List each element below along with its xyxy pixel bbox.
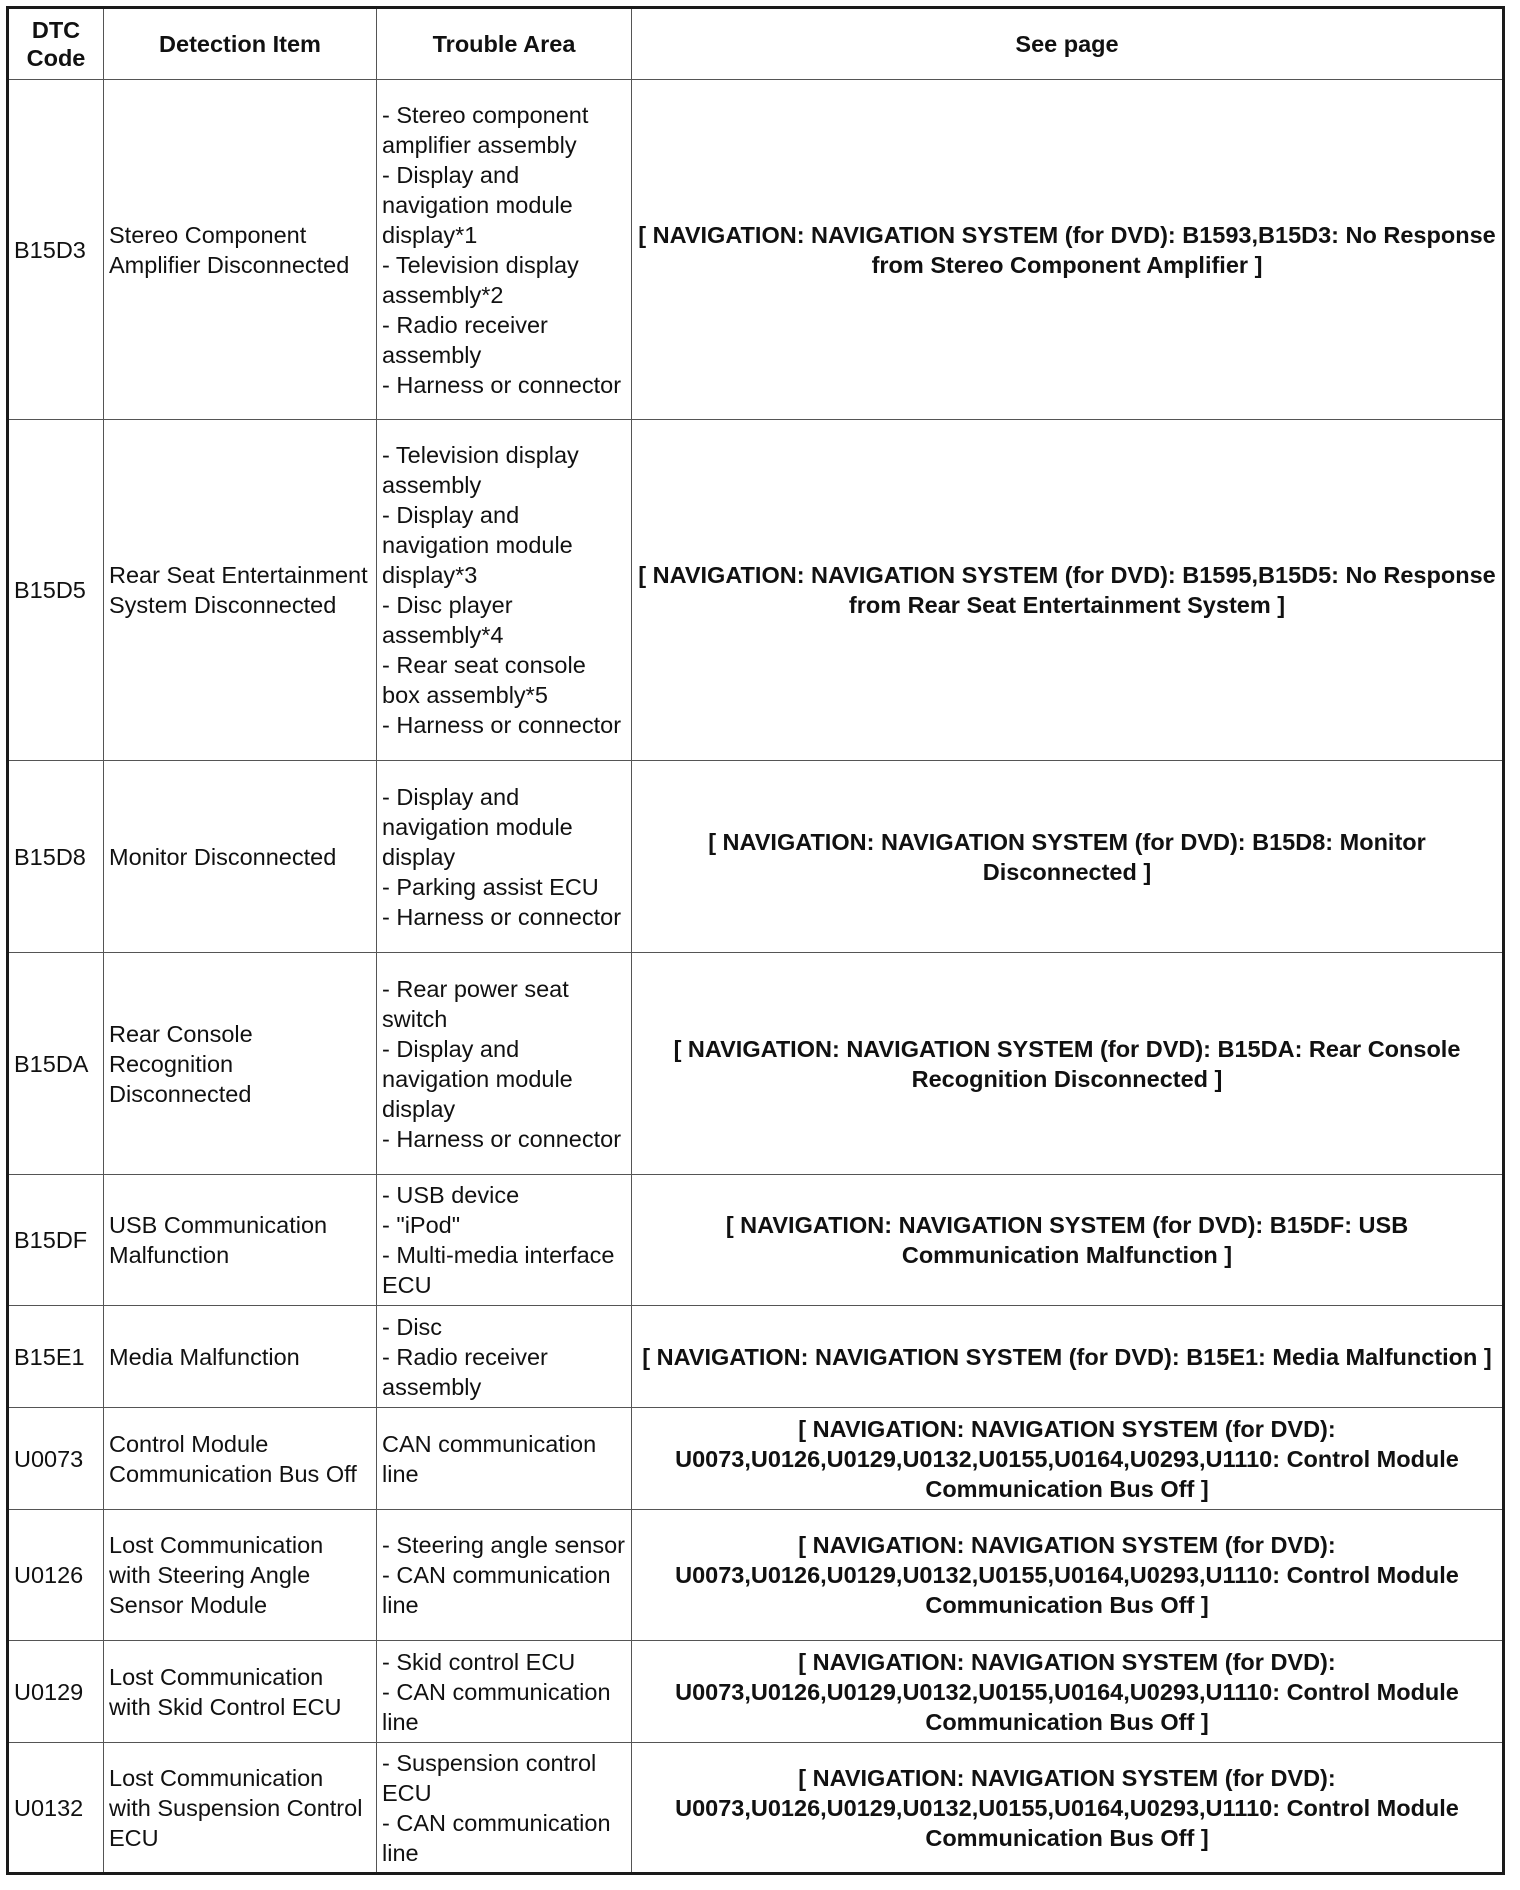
detection-item-cell: Rear Console Recognition Disconnected — [104, 953, 377, 1175]
trouble-area-line: - Parking assist ECU — [382, 873, 599, 900]
trouble-area-line: - Harness or connector — [382, 371, 622, 398]
trouble-area-line: - Display and navigation module display*1 — [382, 161, 573, 248]
detection-item-cell: Lost Communication with Skid Control ECU — [104, 1641, 377, 1743]
trouble-area-line: - Stereo component amplifier assembly — [382, 101, 589, 158]
trouble-area-line: - CAN communication line — [382, 1562, 611, 1618]
trouble-area-line: - Disc player assembly*4 — [382, 592, 513, 648]
trouble-area-cell — [377, 1408, 632, 1510]
detection-item-cell: Lost Communication with Steering Angle Sensor Module — [104, 1510, 377, 1641]
trouble-area-line: - Radio receiver assembly — [382, 311, 548, 368]
trouble-area-line: - Steering angle sensor — [382, 1532, 625, 1558]
trouble-area-cell — [377, 1175, 632, 1306]
trouble-area-cell — [377, 1306, 632, 1408]
table-body — [8, 80, 1504, 1874]
trouble-area-line: - Skid control ECU — [382, 1648, 576, 1675]
trouble-area-line: - CAN communication line — [382, 1678, 611, 1735]
trouble-area-cell — [377, 1743, 632, 1874]
trouble-area-line: - Rear power seat switch — [382, 975, 569, 1032]
see-page-link[interactable]: [ NAVIGATION: NAVIGATION SYSTEM (for DVD): B15DA: Rear Console Recognition Disconnected ] — [632, 953, 1504, 1175]
dtc-table-sheet — [6, 6, 1502, 1875]
table-row — [8, 953, 1504, 1175]
trouble-area-cell — [377, 420, 632, 761]
dtc-code-cell: B15D5 — [8, 420, 104, 761]
trouble-area-line: - Harness or connector — [382, 1125, 622, 1152]
detection-item-cell: Media Malfunction — [104, 1306, 377, 1408]
trouble-area-line: - Display and navigation module display — [382, 1035, 573, 1122]
detection-item-cell: Stereo Component Amplifier Disconnected — [104, 80, 377, 420]
detection-item-cell: USB Communication Malfunction — [104, 1175, 377, 1306]
trouble-area-line: - Radio receiver assembly — [382, 1343, 548, 1400]
header-see-page: See page — [632, 8, 1504, 80]
trouble-area-line: - Television display assembly*2 — [382, 251, 579, 308]
see-page-link[interactable]: [ NAVIGATION: NAVIGATION SYSTEM (for DVD): U0073,U0126,U0129,U0132,U0155,U0164,U0293,U1110: Control Module Communication Bus Off ] — [632, 1408, 1504, 1510]
dtc-code-cell: B15DA — [8, 953, 104, 1175]
dtc-code-cell: B15DF — [8, 1175, 104, 1306]
detection-item-cell: Lost Communication with Suspension Control ECU — [104, 1743, 377, 1874]
see-page-link[interactable]: [ NAVIGATION: NAVIGATION SYSTEM (for DVD): U0073,U0126,U0129,U0132,U0155,U0164,U0293,U1110: Control Module Communication Bus Off ] — [632, 1641, 1504, 1743]
trouble-area-line: - Multi-media interface ECU — [382, 1242, 615, 1298]
table-row — [8, 761, 1504, 953]
trouble-area-cell — [377, 80, 632, 420]
dtc-code-cell: B15D3 — [8, 80, 104, 420]
trouble-area-line: - Display and navigation module display*3 — [382, 502, 573, 588]
table-row — [8, 1743, 1504, 1874]
trouble-area-line: - Disc — [382, 1313, 443, 1340]
trouble-area-line: - Television display assembly — [382, 442, 579, 498]
detection-item-cell: Monitor Disconnected — [104, 761, 377, 953]
see-page-link[interactable]: [ NAVIGATION: NAVIGATION SYSTEM (for DVD): B15DF: USB Communication Malfunction ] — [632, 1175, 1504, 1306]
see-page-link[interactable]: [ NAVIGATION: NAVIGATION SYSTEM (for DVD): U0073,U0126,U0129,U0132,U0155,U0164,U0293,U1110: Control Module Communication Bus Off ] — [632, 1743, 1504, 1874]
dtc-table — [6, 6, 1505, 1875]
trouble-area-line: - "iPod" — [382, 1212, 461, 1238]
dtc-code-cell: U0129 — [8, 1641, 104, 1743]
trouble-area-line: - Harness or connector — [382, 903, 622, 930]
dtc-code-cell: B15D8 — [8, 761, 104, 953]
trouble-area-cell — [377, 953, 632, 1175]
trouble-area-line: - Harness or connector — [382, 712, 622, 738]
table-row — [8, 80, 1504, 420]
header-dtc-code: DTC Code — [8, 8, 104, 80]
table-row — [8, 1510, 1504, 1641]
header-detection-item: Detection Item — [104, 8, 377, 80]
see-page-link[interactable]: [ NAVIGATION: NAVIGATION SYSTEM (for DVD): B1593,B15D3: No Response from Stereo Component Amplifier ] — [632, 80, 1504, 420]
table-row — [8, 1408, 1504, 1510]
trouble-area-line: CAN communication line — [382, 1430, 597, 1487]
table-row — [8, 1175, 1504, 1306]
trouble-area-cell — [377, 761, 632, 953]
trouble-area-line: - CAN communication line — [382, 1809, 611, 1866]
table-header-row — [8, 8, 1504, 80]
see-page-link[interactable]: [ NAVIGATION: NAVIGATION SYSTEM (for DVD): B1595,B15D5: No Response from Rear Seat Entertainment System ] — [632, 420, 1504, 761]
trouble-area-cell — [377, 1510, 632, 1641]
trouble-area-line: - Rear seat console box assembly*5 — [382, 652, 586, 708]
table-row — [8, 1641, 1504, 1743]
dtc-code-cell: U0126 — [8, 1510, 104, 1641]
trouble-area-line: - Display and navigation module display — [382, 783, 573, 870]
trouble-area-line: - USB device — [382, 1182, 520, 1208]
dtc-code-cell: U0073 — [8, 1408, 104, 1510]
see-page-link[interactable]: [ NAVIGATION: NAVIGATION SYSTEM (for DVD): B15E1: Media Malfunction ] — [632, 1306, 1504, 1408]
trouble-area-cell — [377, 1641, 632, 1743]
table-row — [8, 420, 1504, 761]
dtc-code-cell: U0132 — [8, 1743, 104, 1874]
see-page-link[interactable]: [ NAVIGATION: NAVIGATION SYSTEM (for DVD): B15D8: Monitor Disconnected ] — [632, 761, 1504, 953]
detection-item-cell: Rear Seat Entertainment System Disconnected — [104, 420, 377, 761]
header-trouble-area: Trouble Area — [377, 8, 632, 80]
trouble-area-line: - Suspension control ECU — [382, 1749, 597, 1806]
see-page-link[interactable]: [ NAVIGATION: NAVIGATION SYSTEM (for DVD): U0073,U0126,U0129,U0132,U0155,U0164,U0293,U1110: Control Module Communication Bus Off ] — [632, 1510, 1504, 1641]
dtc-code-cell: B15E1 — [8, 1306, 104, 1408]
table-row — [8, 1306, 1504, 1408]
detection-item-cell: Control Module Communication Bus Off — [104, 1408, 377, 1510]
